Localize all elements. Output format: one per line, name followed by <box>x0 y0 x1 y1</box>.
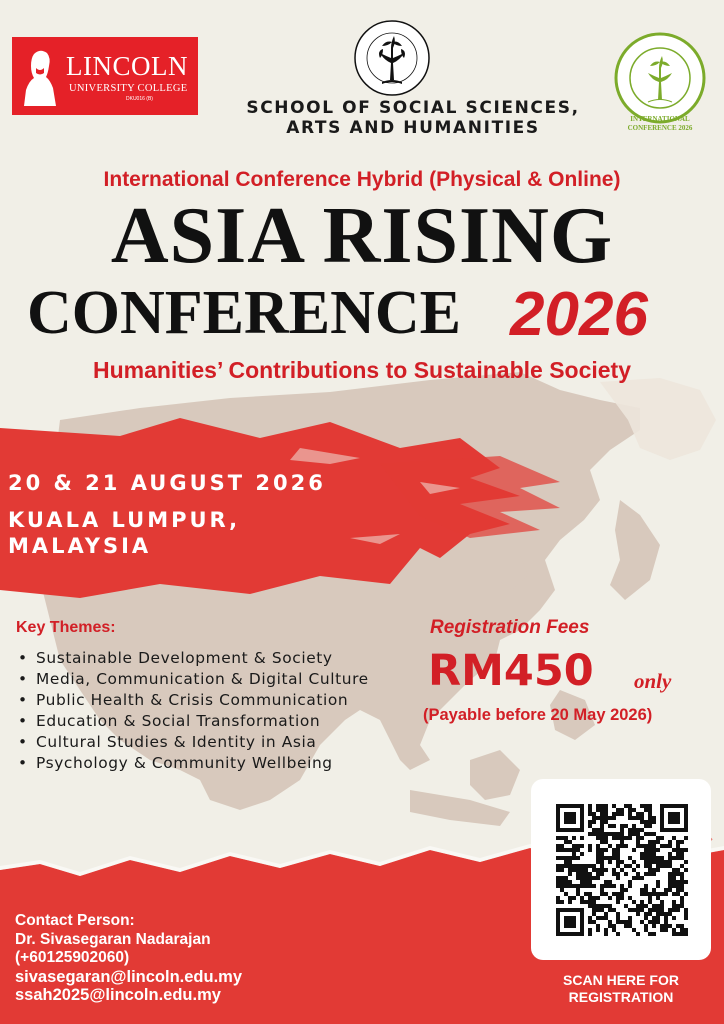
school-tree-logo <box>352 18 432 98</box>
scan-line2: REGISTRATION <box>568 989 674 1005</box>
school-title-line2: ARTS AND HUMANITIES <box>286 118 540 138</box>
contact-email-primary[interactable]: sivasegaran@lincoln.edu.my <box>15 967 243 986</box>
conference-year: 2026 <box>510 280 648 349</box>
school-title-line1: SCHOOL OF SOCIAL SCIENCES, <box>246 98 580 118</box>
asia-rising-logo <box>612 30 708 126</box>
themes-list <box>18 648 408 774</box>
lincoln-university-logo <box>12 37 198 115</box>
theme-item: • Education & Social Transformation <box>18 711 408 732</box>
contact-block <box>15 912 242 1005</box>
university-subtitle: UNIVERSITY COLLEGE <box>69 83 188 94</box>
lincoln-bust-icon <box>20 46 60 106</box>
registration-qr-code[interactable] <box>556 804 688 936</box>
asia-logo-caption-line2: CONFERENCE 2026 <box>627 124 693 132</box>
venue-line2: MALAYSIA <box>8 534 152 558</box>
theme-item: • Sustainable Development & Society <box>18 648 408 669</box>
conference-format: International Conference Hybrid (Physical & Online) <box>103 168 621 191</box>
scan-instructions <box>531 972 711 1006</box>
fees-suffix: only <box>634 669 672 693</box>
theme-item: • Media, Communication & Digital Culture <box>18 669 408 690</box>
conference-title-line2: CONFERENCE <box>27 279 462 347</box>
theme-item: • Psychology & Community Wellbeing <box>18 753 408 774</box>
asia-logo-caption-line1: INTERNATIONAL <box>630 115 690 123</box>
event-date: 20 & 21 AUGUST 2026 <box>8 471 326 495</box>
conference-title-line1: ASIA RISING <box>110 192 614 280</box>
conference-theme: Humanities’ Contributions to Sustainable Society <box>92 357 632 383</box>
university-code: DKU016 (B) <box>126 96 153 102</box>
fees-label: Registration Fees <box>430 617 590 638</box>
fees-amount: RM450 <box>428 646 594 696</box>
contact-heading: Contact Person: <box>15 912 135 929</box>
contact-name: Dr. Sivasegaran Nadarajan <box>15 930 211 948</box>
asia-logo-caption <box>604 115 716 133</box>
venue-line1: KUALA LUMPUR, <box>8 508 241 532</box>
fees-deadline-note: (Payable before 20 May 2026) <box>423 706 653 724</box>
school-title <box>218 98 608 138</box>
contact-phone[interactable]: (+60125902060) <box>15 949 130 966</box>
themes-heading: Key Themes: <box>16 619 116 636</box>
theme-item: • Public Health & Crisis Communication <box>18 690 408 711</box>
scan-line1: SCAN HERE FOR <box>563 972 679 988</box>
university-name: LINCOLN <box>66 51 188 81</box>
event-venue <box>8 507 240 559</box>
contact-email-secondary[interactable]: ssah2025@lincoln.edu.my <box>15 986 221 1004</box>
theme-item: • Cultural Studies & Identity in Asia <box>18 732 408 753</box>
